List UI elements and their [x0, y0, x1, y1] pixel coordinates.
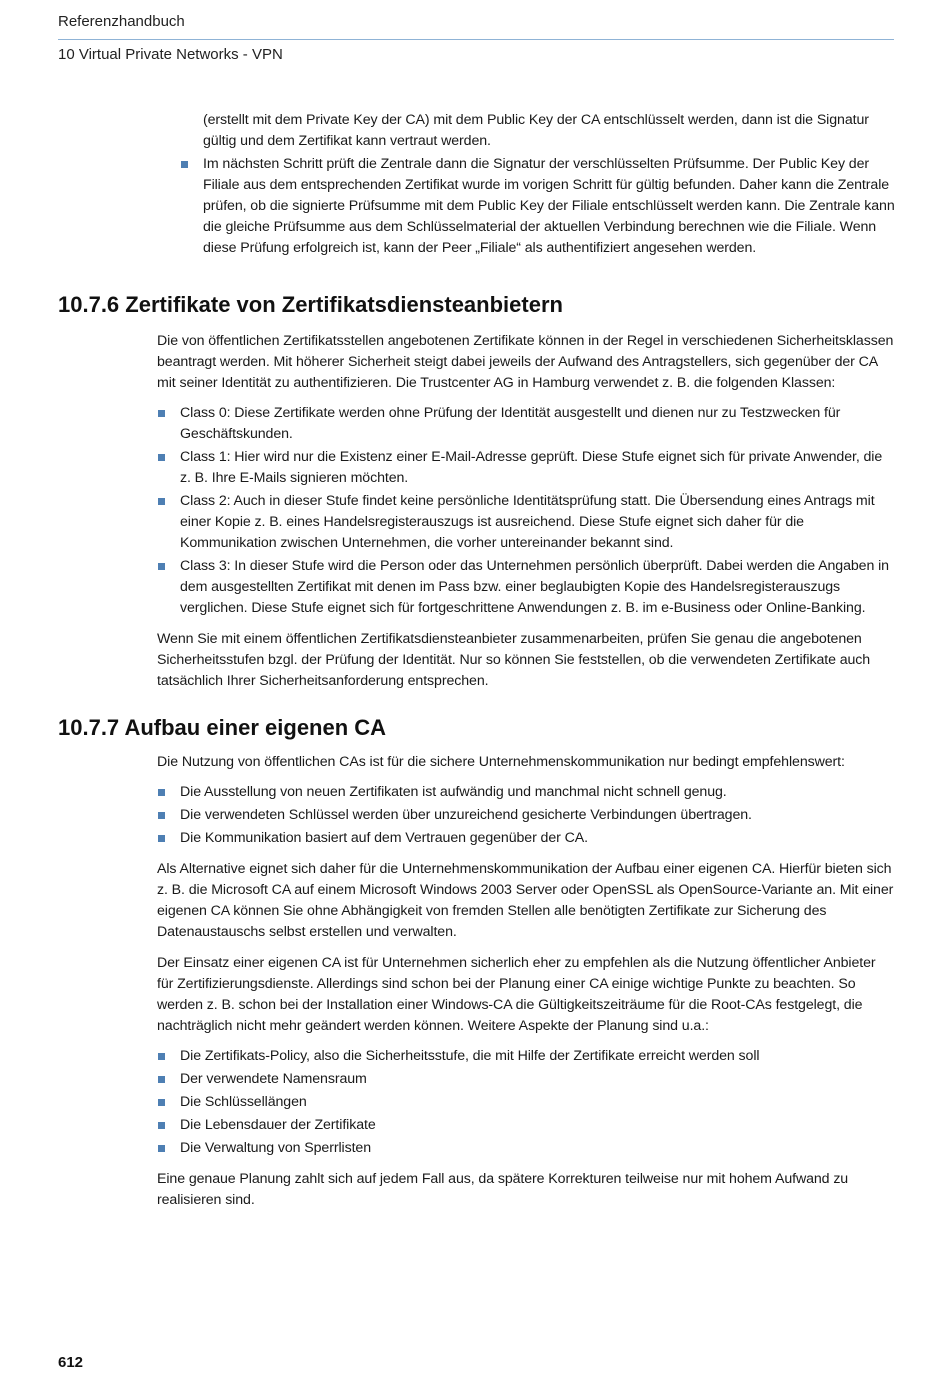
security-classes-list	[157, 403, 895, 619]
list-item: Die Ausstellung von neuen Zertifikaten ist aufwändig und manchmal nicht schnell genug.	[157, 782, 895, 803]
planning-aspects-list	[157, 1046, 895, 1159]
continuation-paragraph: (erstellt mit dem Private Key der CA) mit dem Public Key der CA entschlüsselt werden, dann ist die Signatur gültig und dem Zertifikat kann vertraut werden.	[203, 112, 869, 149]
list-item: Class 0: Diese Zertifikate werden ohne Prüfung der Identität ausgestellt und dienen nur zu Testzwecken für Geschäftskunden.	[157, 403, 895, 445]
list-item: Die Lebensdauer der Zertifikate	[157, 1115, 895, 1136]
list-item: Die verwendeten Schlüssel werden über unzureichend gesicherte Verbindungen übertragen.	[157, 805, 895, 826]
book-title: Referenzhandbuch	[58, 13, 185, 30]
list-item: Die Verwaltung von Sperrlisten	[157, 1138, 895, 1159]
paragraph: Die Nutzung von öffentlichen CAs ist für die sichere Unternehmenskommunikation nur bedingt empfehlenswert:	[157, 754, 845, 770]
list-item: Der verwendete Namensraum	[157, 1069, 895, 1090]
header-divider	[58, 39, 894, 40]
paragraph: Die von öffentlichen Zertifikatsstellen angebotenen Zertifikate können in der Regel in verschiedenen Sicherheitsklassen beantragt werden. Mit höherer Sicherheit steigt dabei jeweils der Aufwand des Antragstellers, sich gegenüber der CA mit seiner Identität zu authentifizieren. Die Trustcenter AG in Hamburg verwendet z. B. die folgenden Klassen:	[157, 333, 894, 391]
section-heading-10-7-7: 10.7.7 Aufbau einer eigenen CA	[58, 715, 387, 740]
list-item: Im nächsten Schritt prüft die Zentrale dann die Signatur der verschlüsselten Prüfsumme. Der Public Key der Filiale aus dem entsprechenden Zertifikat wurde im vorigen Schritt für gültig befunden. Daher kann die Zentrale prüfen, ob die signierte Prüfsumme mit dem Public Key der Filiale entschlüsselt werden kann. Die Zentrale kann die gleiche Prüfsumme aus dem Schlüsselmaterial der aktuellen Verbindung berechnen wie die Filiale. Wenn diese Prüfung erfolgreich ist, kann der Peer „Filiale“ als authentifiziert angesehen werden.	[180, 154, 895, 259]
list-item: Class 2: Auch in dieser Stufe findet keine persönliche Identitätsprüfung statt. Die Übersendung eines Antrags mit einer Kopie z. B. eines Handelsregisterauszugs ist ausreichend. Diese Stufe eignet sich daher für die Kommunikation zwischen Unternehmen, die vorher untereinander bekannt sind.	[157, 491, 895, 554]
intro-bullet-list	[180, 154, 895, 259]
page-header	[58, 12, 894, 65]
list-item: Class 3: In dieser Stufe wird die Person oder das Unternehmen persönlich überprüft. Dabei werden die Angaben in dem ausgestellten Zertifikat mit denen im Pass bzw. einer beglaubigten Kopie des Handelsregisterauszugs verglichen. Diese Stufe eignet sich für fortgeschrittene Anwendungen z. B. im e-Business oder Online-Banking.	[157, 556, 895, 619]
paragraph: Wenn Sie mit einem öffentlichen Zertifikatsdiensteanbieter zusammenarbeiten, prüfen Sie genau die angebotenen Sicherheitsstufen bzgl. der Prüfung der Identität. Nur so können Sie feststellen, ob die verwendeten Zertifikate auch tatsächlich Ihrer Sicherheitsanforderung entsprechen.	[157, 631, 871, 689]
section-10-7-7-body	[157, 752, 895, 1211]
section-10-7-6-body	[157, 331, 895, 692]
chapter-title: 10 Virtual Private Networks - VPN	[58, 46, 283, 63]
list-item: Die Zertifikats-Policy, also die Sicherheitsstufe, die mit Hilfe der Zertifikate erreicht werden soll	[157, 1046, 895, 1067]
page-content	[0, 110, 950, 1211]
list-item: Die Kommunikation basiert auf dem Vertrauen gegenüber der CA.	[157, 828, 895, 849]
public-ca-drawbacks-list	[157, 782, 895, 849]
list-item: Class 1: Hier wird nur die Existenz einer E-Mail-Adresse geprüft. Diese Stufe eignet sich für private Anwender, die z. B. Ihre E-Mails signieren möchten.	[157, 447, 895, 489]
list-item: Die Schlüssellängen	[157, 1092, 895, 1113]
paragraph: Als Alternative eignet sich daher für die Unternehmenskommunikation der Aufbau einer eigenen CA. Hierfür bieten sich z. B. die Microsoft CA auf einem Microsoft Windows 2003 Server oder OpenSSL als OpenSource-Variante an. Mit einer eigenen CA können Sie ohne Abhängigkeit von fremden Stellen alle benötigten Zertifikate zur Sicherung des Datenaustauschs selbst erstellen und verwalten.	[157, 861, 894, 940]
section-heading-10-7-6: 10.7.6 Zertifikate von Zertifikatsdiensteanbietern	[58, 292, 563, 317]
page-number: 612	[58, 1354, 84, 1371]
paragraph: Der Einsatz einer eigenen CA ist für Unternehmen sicherlich eher zu empfehlen als die Nutzung öffentlicher Anbieter für Zertifizierungsdienste. Allerdings sind schon bei der Planung einer CA einige wichtige Punkte zu beachten. So werden z. B. schon bei der Installation einer Windows-CA die Gültigkeitszeiträume für die Root-CAs festgelegt, die nachträglich nicht mehr geändert werden können. Weitere Aspekte der Planung sind u.a.:	[157, 955, 876, 1034]
paragraph: Eine genaue Planung zahlt sich auf jedem Fall aus, da spätere Korrekturen teilweise nur mit hohem Aufwand zu realisieren sind.	[157, 1171, 849, 1208]
